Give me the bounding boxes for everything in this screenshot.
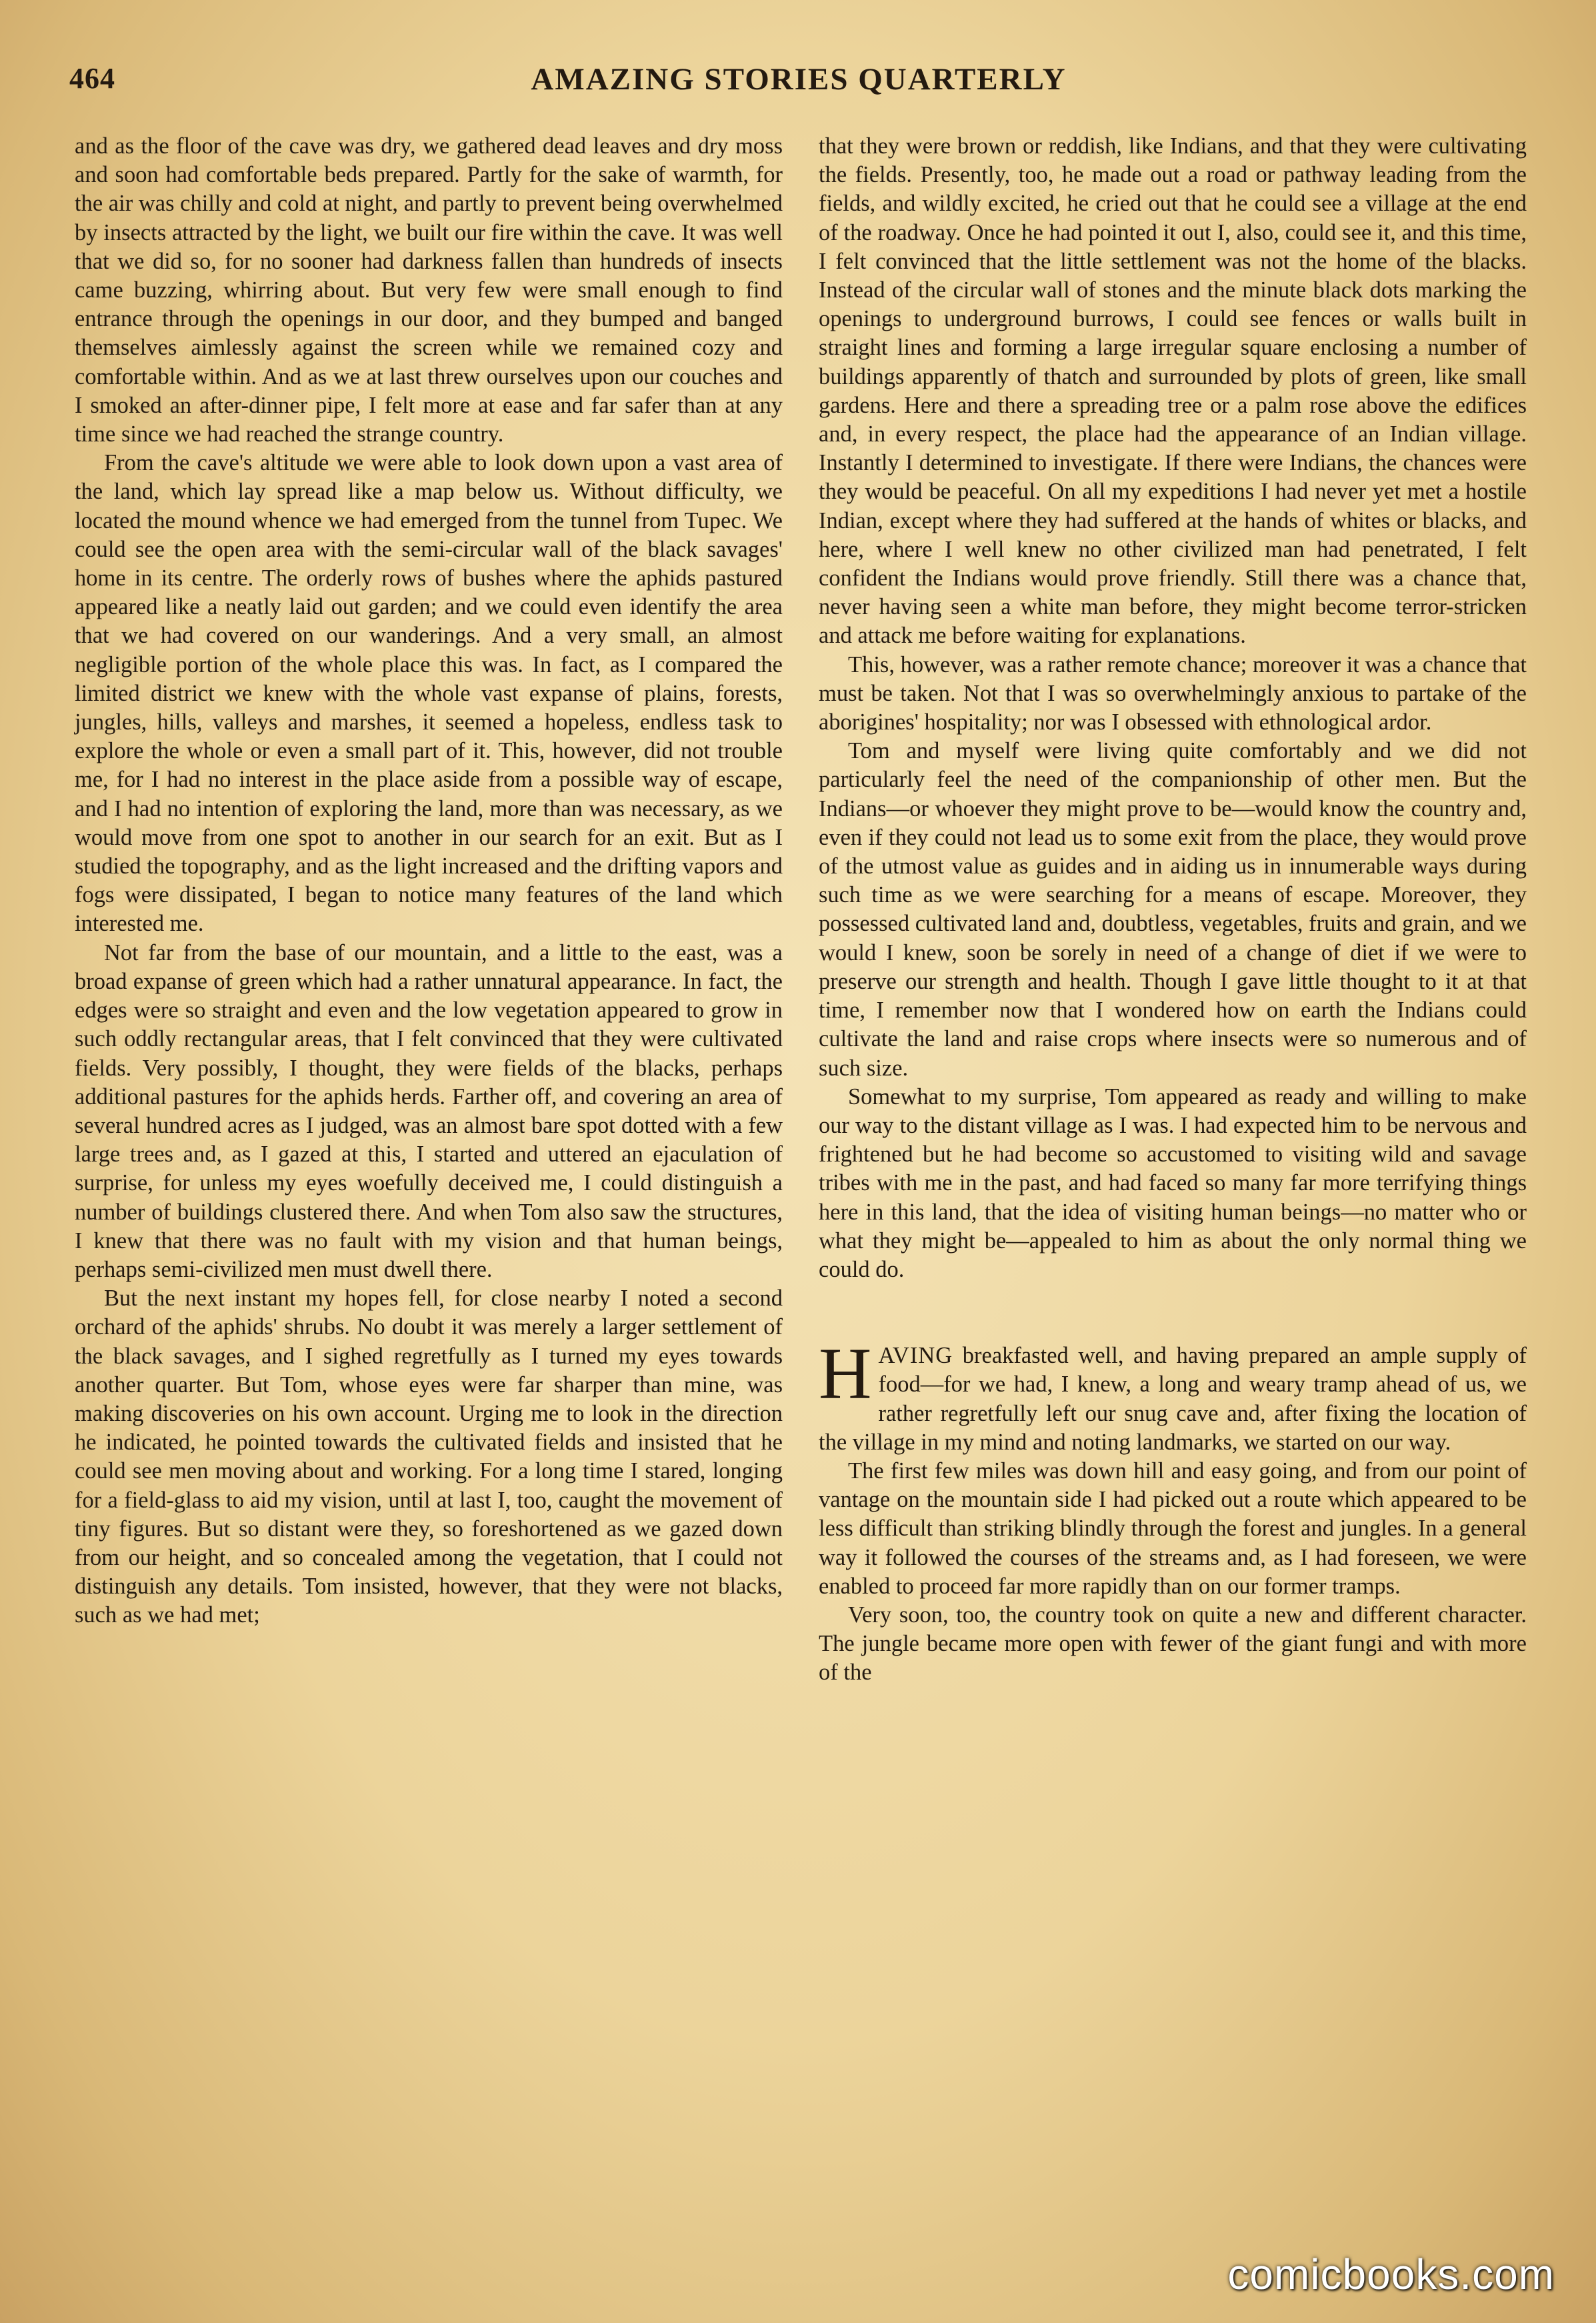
paragraph: Somewhat to my surprise, Tom appeared as ready and willing to make our way to the distant village as I was. I had expected him to be nervous and frightened but he had become so accustomed to visiting wild and savage tribes with me in the past, and had faced so many far more terrifying things here in this land, that the idea of visiting human beings—no matter who or what they might be—appealed to him as about the only normal thing we could do. <box>819 1083 1527 1282</box>
paragraph-text: breakfasted well, and having prepared an ample supply of food—for we had, I knew, a long and weary tramp ahead of us, we rather regretfully left our snug cave and, after fixing the location of the village in my mind and noting landmarks, we started on our way. <box>819 1343 1527 1455</box>
section-opening-paragraph <box>819 1333 1527 1457</box>
paragraph: This, however, was a rather remote chance; moreover it was a chance that must be taken. Not that I was so overwhelmingly anxious to partake of the aborigines' hospitality; nor was I obsessed with ethnological ardor. <box>819 651 1527 735</box>
paragraph: Not far from the base of our mountain, and a little to the east, was a broad expanse of green which had a rather unnatural appearance. In fact, the edges were so straight and even and the low vegetation appeared to grow in such oddly rectangular areas, that I felt convinced that they were cultivated fields. Very possibly, I thought, they were fields of the blacks, perhaps additional pastures for the aphids herds. Farther off, and covering an area of several hundred acres as I judged, was an almost bare spot dotted with a few large trees and, as I gazed at this, I started and uttered an ejaculation of surprise, for unless my eyes woefully deceived me, I could distinguish a number of buildings clustered there. And when Tom also saw the structures, I knew that there was no fault with my vision and that human beings, perhaps semi-civilized men must dwell there. <box>75 939 783 1282</box>
paragraph: From the cave's altitude we were able to look down upon a vast area of the land, which lay spread like a map below us. Without difficulty, we located the mound whence we had emerged from the tunnel from Tupec. We could see the open area with the semi-circular wall of the black savages' home in its centre. The orderly rows of bushes where the aphids pastured appeared like a neatly laid out garden; and we could even identify the area that we had covered on our wanderings. And a very small, an almost negligible portion of the whole place this was. In fact, as I compared the limited district we knew with the whole vast expanse of plains, forests, jungles, hills, valleys and marshes, it seemed a hopeless, endless task to explore the whole or even a small part of it. This, however, did not trouble me, for I had no interest in the place aside from a possible way of escape, and I had no intention of exploring the land, more than was necessary, as we would move from one spot to another in our search for an exit. But as I studied the topography, and as the light increased and the drifting vapors and fogs were dissipated, I began to notice many features of the land which interested me. <box>75 450 783 937</box>
page-number: 464 <box>69 62 115 95</box>
running-title: AMAZING STORIES QUARTERLY <box>531 62 1067 97</box>
paragraph: and as the floor of the cave was dry, we gathered dead leaves and dry moss and soon had comfortable beds prepared. Partly for the sake of warmth, for the air was chilly and cold at night, and partly to prevent being overwhelmed by insects attracted by the light, we built our fire within the cave. It was well that we did so, for no sooner had darkness fallen than hundreds of insects came buzzing, whirring about. But very few were small enough to find entrance through the openings in our door, and they bumped and banged themselves aimlessly against the screen while we remained cozy and comfortable within. And as we at last threw ourselves upon our couches and I smoked an after-dinner pipe, I felt more at ease and far safer than at any time since we had reached the strange country. <box>75 133 783 447</box>
lead-in-word: AVING <box>878 1343 953 1369</box>
section-break <box>819 1284 1527 1342</box>
left-column <box>75 132 783 1630</box>
right-column <box>819 132 1527 1688</box>
paragraph: Very soon, too, the country took on quite a new and different character. The jungle became more open with fewer of the giant fungi and with more of the <box>819 1602 1527 1686</box>
watermark-logo: comicbooks.com <box>1227 2250 1555 2298</box>
paragraph: The first few miles was down hill and easy going, and from our point of vantage on the mountain side I had picked out a route which appeared to be less difficult than striking blindly through the forest and jungles. In a general way it followed the courses of the streams and, as I had foreseen, we were enabled to proceed far more rapidly than on our former tramps. <box>819 1458 1527 1599</box>
drop-cap: H <box>819 1333 872 1415</box>
paragraph: Tom and myself were living quite comfortably and we did not particularly feel the need of the companionship of other men. But the Indians—or whoever they might prove to be—would know the country and, even if they could not lead us to some exit from the place, they would prove of the utmost value as guides and in aiding us in innumerable ways during such time as we were searching for a means of escape. Moreover, they possessed cultivated land and, doubtless, vegetables, fruits and grain, and we would I knew, soon be sorely in need of a change of diet if we were to preserve our strength and health. Though I gave little thought to it at that time, I remember now that I wondered how on earth the Indians could cultivate the land and raise crops where insects were so numerous and of such size. <box>819 738 1527 1081</box>
page-header <box>69 61 1528 107</box>
paragraph: But the next instant my hopes fell, for close nearby I noted a second orchard of the aphids' shrubs. No doubt it was merely a larger settlement of the black savages, and I sighed regretfully as I turned my eyes towards another quarter. But Tom, whose eyes were far sharper than mine, was making discoveries on his own account. Urging me to look in the direction he indicated, he pointed towards the cultivated fields and insisted that he could see men moving about and working. For a long time I stared, longing for a field-glass to aid my vision, until at last I, too, caught the movement of tiny figures. But so distant were they, so foreshortened as we gazed down from our height, and so concealed among the vegetation, that I could not distinguish any details. Tom insisted, however, that they were not blacks, such as we had met; <box>75 1286 783 1628</box>
paragraph: that they were brown or reddish, like Indians, and that they were cultivating the fields. Presently, too, he made out a road or pathway leading from the fields, and wildly excited, he cried out that he could see a village at the end of the roadway. Once he had pointed it out I, also, could see it, and this time, I felt convinced that the little settlement was not the home of the blacks. Instead of the circular wall of stones and the minute black dots marking the openings to underground burrows, I could see fences or walls built in straight lines and forming a large irregular square enclosing a number of buildings apparently of thatch and surrounded by plots of green, like small gardens. Here and there a spreading tree or a palm rose above the edifices and, in every respect, the place had the appearance of an Indian village. Instantly I determined to investigate. If there were Indians, the chances were they would be peaceful. On all my expeditions I had never yet met a hostile Indian, except where they had suffered at the hands of whites or blacks, and here, where I well knew no other civilized man had penetrated, I felt confident the Indians would prove friendly. Still there was a chance that, never having seen a white man before, they might become terror-stricken and attack me before waiting for explanations. <box>819 133 1527 649</box>
